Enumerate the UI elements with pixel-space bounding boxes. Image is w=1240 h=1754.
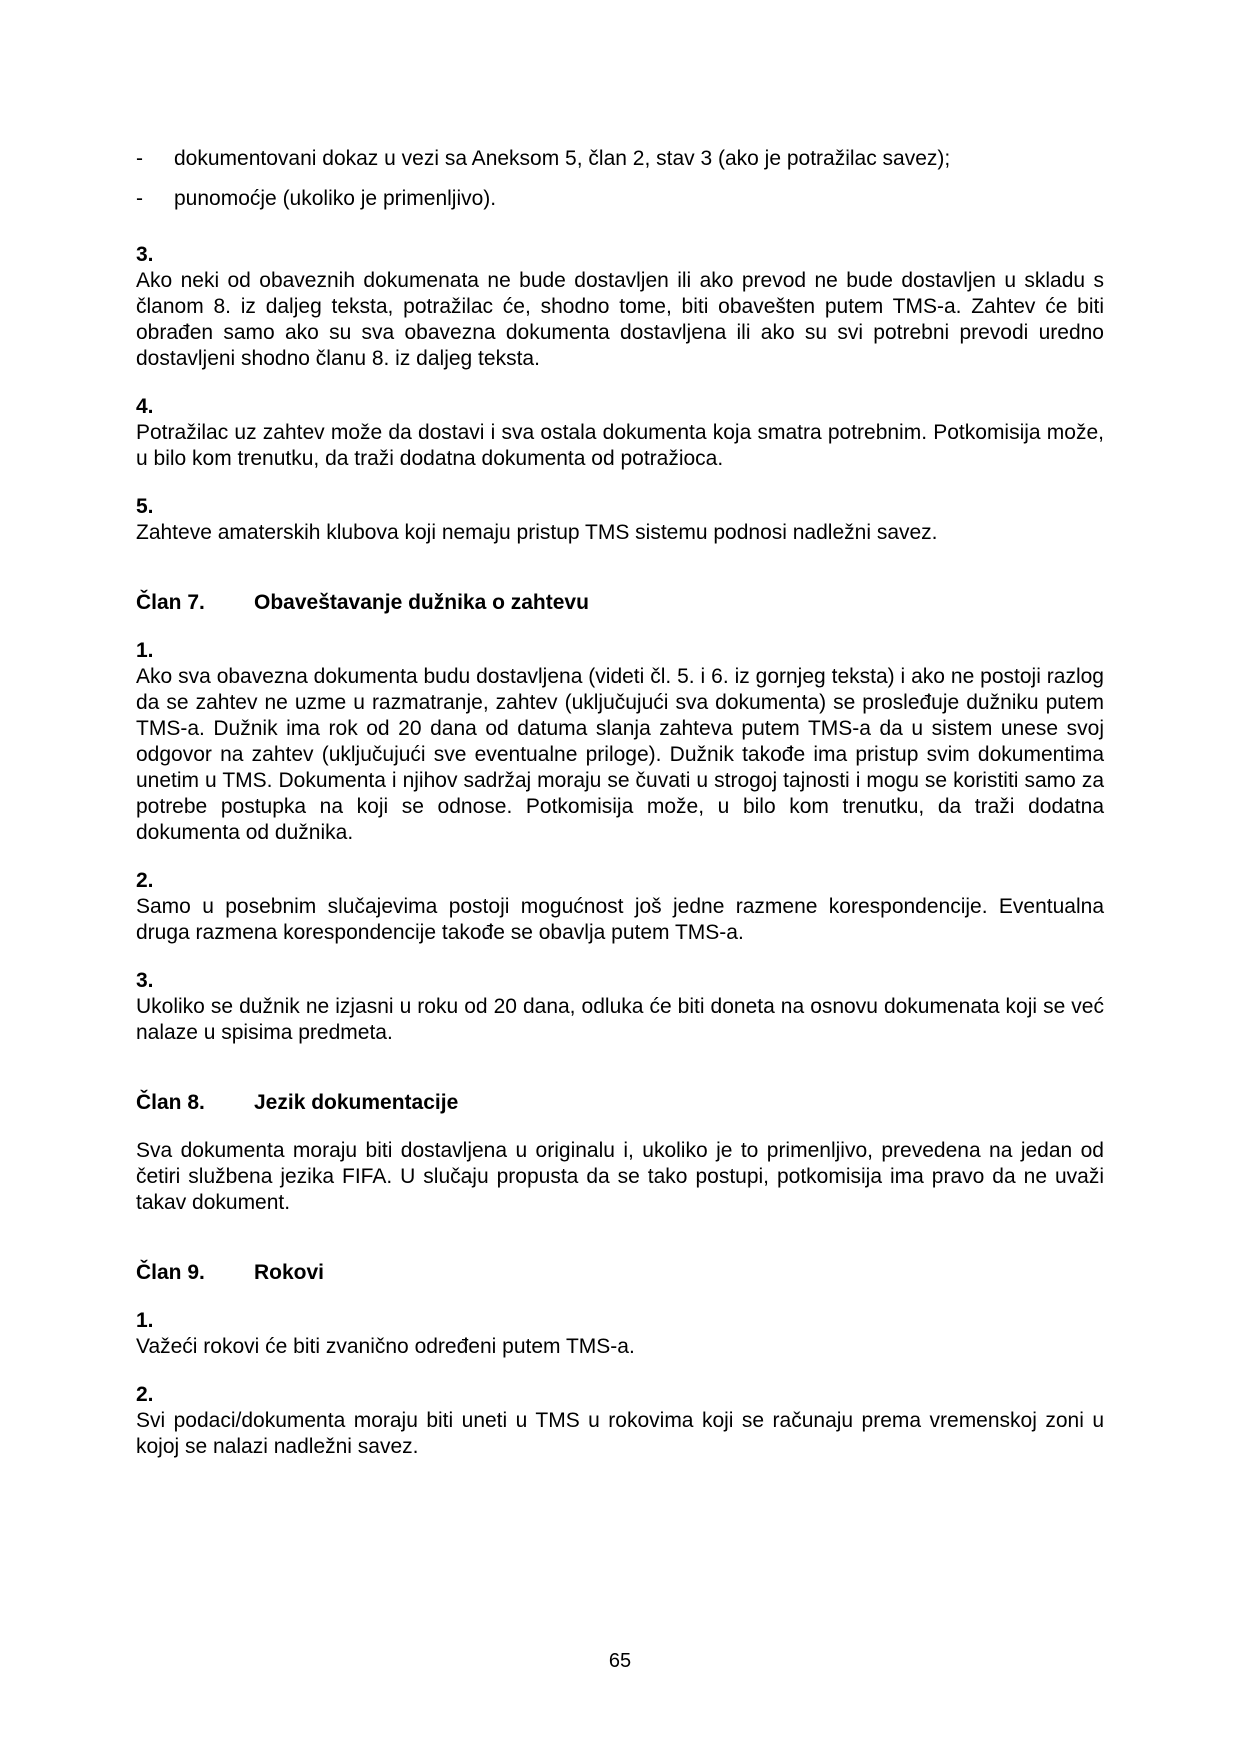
article-title: Rokovi: [254, 1261, 325, 1284]
paragraph-text: Ukoliko se dužnik ne izjasni u roku od 20 dana, odluka će biti doneta na osnovu dokumenata koji se već nalaze u spisima predmeta.: [136, 995, 1104, 1044]
paragraph-number: 1.: [136, 1309, 154, 1332]
paragraph-text: Zahteve amaterskih klubova koji nemaju pristup TMS sistemu podnosi nadležni savez.: [136, 521, 938, 544]
article-title: Jezik dokumentacije: [254, 1091, 459, 1114]
paragraph-text: Potražilac uz zahtev može da dostavi i sva ostala dokumenta koja smatra potrebnim. Potkomisija može, u bilo kom trenutku, da traži dodatna dokumenta od potražioca.: [136, 421, 1104, 470]
bullet-text: dokumentovani dokaz u vezi sa Aneksom 5, član 2, stav 3 (ako je potražilac savez);: [174, 147, 951, 170]
article-label: Član 7.: [136, 591, 205, 614]
article-9-heading: [136, 1260, 1104, 1286]
paragraph-text: Ako sva obavezna dokumenta budu dostavljena (videti čl. 5. i 6. iz gornjeg teksta) i ako ne postoji razlog da se zahtev ne uzme u razmatranje, zahtev (uključujući sva dokumenta) se prosleđuje dužniku putem TMS-a. Dužnik ima rok od 20 dana od datuma slanja zahteva putem TMS-a da u sistem unese svoj odgovor na zahtev (uključujući sve eventualne priloge). Dužnik takođe ima pristup svim dokumentima unetim u TMS. Dokumenta i njihov sadržaj moraju se čuvati u strogoj tajnosti i mogu se koristiti samo za potrebe postupka na koji se odnose. Potkomisija može, u bilo kom trenutku, da traži dodatna dokumenta od dužnika.: [136, 665, 1104, 844]
article-label: Član 8.: [136, 1091, 205, 1114]
paragraph-number: 3.: [136, 243, 154, 266]
page-number: 65: [608, 1650, 632, 1672]
bullet-item: [136, 186, 1104, 212]
paragraph-text: Svi podaci/dokumenta moraju biti uneti u TMS u rokovima koji se računaju prema vremenskoj zoni u kojoj se nalazi nadležni savez.: [136, 1409, 1104, 1458]
paragraph-number: 2.: [136, 869, 154, 892]
article-8-heading: [136, 1090, 1104, 1116]
paragraph-number: 2.: [136, 1383, 154, 1406]
document-page-content: [136, 146, 1104, 1460]
paragraph-number: 1.: [136, 639, 154, 662]
paragraph-number: 5.: [136, 495, 154, 518]
bullet-text: punomoćje (ukoliko je primenljivo).: [174, 187, 497, 210]
paragraph-text: Sva dokumenta moraju biti dostavljena u originalu i, ukoliko je to primenljivo, prevedena na jedan od četiri službena jezika FIFA. U slučaju propusta da se tako postupi, potkomisija ima pravo da ne uvaži takav dokument.: [136, 1139, 1104, 1214]
bullet-item: [136, 146, 1104, 172]
paragraph-text: Važeći rokovi će biti zvanično određeni putem TMS-a.: [136, 1335, 635, 1358]
article-7-heading: [136, 590, 1104, 616]
bullet-dash: -: [136, 147, 143, 170]
article-title: Obaveštavanje dužnika o zahtevu: [254, 591, 589, 614]
bullet-dash: -: [136, 187, 143, 210]
paragraph-text: Samo u posebnim slučajevima postoji mogućnost još jedne razmene korespondencije. Eventualna druga razmena korespondencije takođe se obavlja putem TMS-a.: [136, 895, 1104, 944]
paragraph-number: 3.: [136, 969, 154, 992]
paragraph-text: Ako neki od obaveznih dokumenata ne bude dostavljen ili ako prevod ne bude dostavljen u skladu s članom 8. iz daljeg teksta, potražilac će, shodno tome, biti obavešten putem TMS-a. Zahtev će biti obrađen samo ako su sva obavezna dokumenta dostavljena ili ako su svi potrebni prevodi uredno dostavljeni shodno članu 8. iz daljeg teksta.: [136, 269, 1104, 370]
article-label: Član 9.: [136, 1261, 205, 1284]
paragraph-number: 4.: [136, 395, 154, 418]
